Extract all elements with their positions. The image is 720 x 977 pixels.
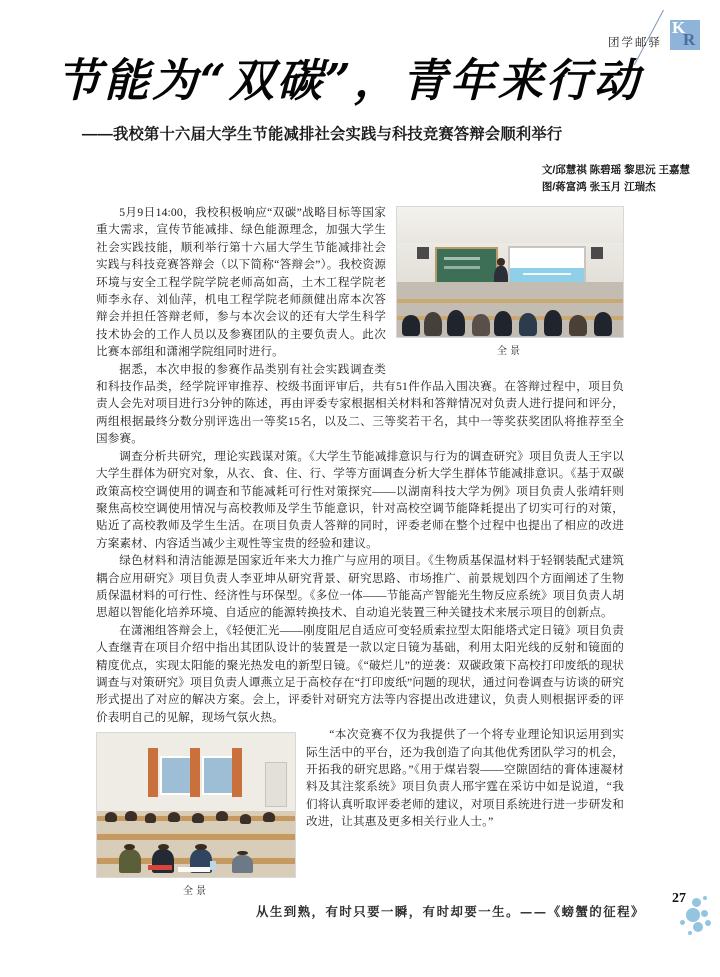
figure-2-image (96, 732, 296, 878)
byline-photographers: 图/蒋富鸿 张玉月 江瑞杰 (541, 181, 656, 193)
byline-writers: 文/邱慧祺 陈碧瑶 黎思沅 王嘉慧 (541, 164, 690, 176)
figure-1-caption: 全景 (497, 346, 523, 357)
kr-logo (670, 20, 700, 50)
article-body (96, 204, 624, 905)
paragraph-5: 在潇湘组答辩会上，《轻便汇光——刚度阻尼自适应可变轻质索拉型太阳能塔式定日镜》项目负责人查继青在项目介绍中指出其团队设计的装置是一款以定日镜为基础，利用太阳光线的反射和镜面的精度优点，实现太阳能的聚光热发电的新型日镜。《“破烂儿”的逆袭：双碳政策下高校打印废纸的现状调查与对策研究》项目负责人谭燕立足于高校存在“打印废纸”问题的现状，通过问卷调查与访谈的研究形式提出了对应的解决方案。会上，评委针对研究方法等内容提出改进建议，负责人则根据评委的评价表明自己的见解，现场气氛火热。 (96, 623, 624, 724)
logo-letter-k: K (672, 18, 686, 37)
paragraph-6: “本次竞赛不仅为我提供了一个将专业理论知识运用到实际生活中的平台，还为我创造了向其他优秀团队学习的机会，开拓我的研究思路。”《用于煤岩裂——空隙固结的膏体速凝材料及其注浆系统》项目负责人邢宇霆在采访中如是说道，“我们将认真听取评委老师的建议，对项目系统进行进一步研发和改进，让其惠及更多相关行业人士。” (306, 728, 624, 829)
paragraph-3: 调查分析共研究，理论实践谋对策。《大学生节能减排意识与行为的调查研究》项目负责人王宇以大学生群体为研究对象，从衣、食、住、行、学等方面调查分析大学生群体节能减排意识。《基于双碳政策高校空调使用的调查和节能减耗可行性对策探究——以湖南科技大学为例》项目负责人张靖轩则聚焦高校空调使用情况与高校教师及学生节能意识，针对高校空调节能降耗提出了切实可行的对策，贴近了高校教师及学生生活。在项目负责人答辩的同时，评委老师在整个过程中也提出了相应的改进方案素材、内容适当减少主观性等宝贵的经验和建议。 (96, 449, 624, 550)
paragraph-1: 5月9日14:00，我校积极响应“双碳”战略目标等国家重大需求，宣传节能减排、绿色能源理念，加强大学生社会实践技能，顺利举行第十六届大学生节能减排社会实践与科技竞赛答辩会（以下简称“答辩会”）。我校资源环境与安全工程学院学院老师高如高，土木工程学院老师李永存、刘仙萍，机电工程学院老师颜健出席本次答辩会并担任答辩老师，参与本次会议的还有大学生科学技术协会的工作人员以及参赛团队的主要负责人。此次比赛本部组和潇湘学院组同时进行。 (96, 206, 386, 359)
logo-letter-r: R (683, 30, 696, 49)
page-title: 节能为“双碳”，青年来行动 (56, 54, 642, 107)
page-number: 27 (672, 891, 686, 906)
footer-quote: 从生到熟，有时只要一瞬，有时却要一生。——《螃蟹的征程》 (256, 904, 645, 919)
figure-2-caption: 全景 (183, 886, 209, 898)
paragraph-2: 据悉，本次申报的参赛作品类别有社会实践调查类和科技作品类，经学院评审推荐、校级书面评审后，共有51件作品入围决赛。在答辩过程中，项目负责人会先对项目进行3分钟的陈述，再由评委专家根据相关材料和答辩情况对负责人进行提问和评分，两组根据最终分数分别评选出一等奖15名，以及二、三等奖若干名，其中一等奖获奖团队将推荐至全国参赛。 (96, 362, 624, 446)
masthead-label: 团学邮驿 (608, 37, 662, 49)
page-subtitle: ——我校第十六届大学生节能减排社会实践与科技竞赛答辩会顺利举行 (82, 126, 563, 143)
bubble-decoration-icon (684, 896, 720, 938)
byline (542, 162, 690, 196)
figure-2 (96, 732, 296, 900)
figure-1-image (396, 206, 624, 338)
paragraph-4: 绿色材料和清洁能源是国家近年来大力推广与应用的项目。《生物质基保温材料于轻钢装配式建筑耦合应用研究》项目负责人李亚坤从研究背景、研究思路、市场推广、前景规划四个方面阐述了生物质保温材料的可行性、经济性与环保型。《多位一体——节能高产智能光生物反应系统》项目负责人胡思超以智能化培养环境、自适应的能源转换技术、自动追光装置三种关键技术来展示项目的创新点。 (96, 554, 624, 620)
figure-1 (396, 206, 624, 360)
